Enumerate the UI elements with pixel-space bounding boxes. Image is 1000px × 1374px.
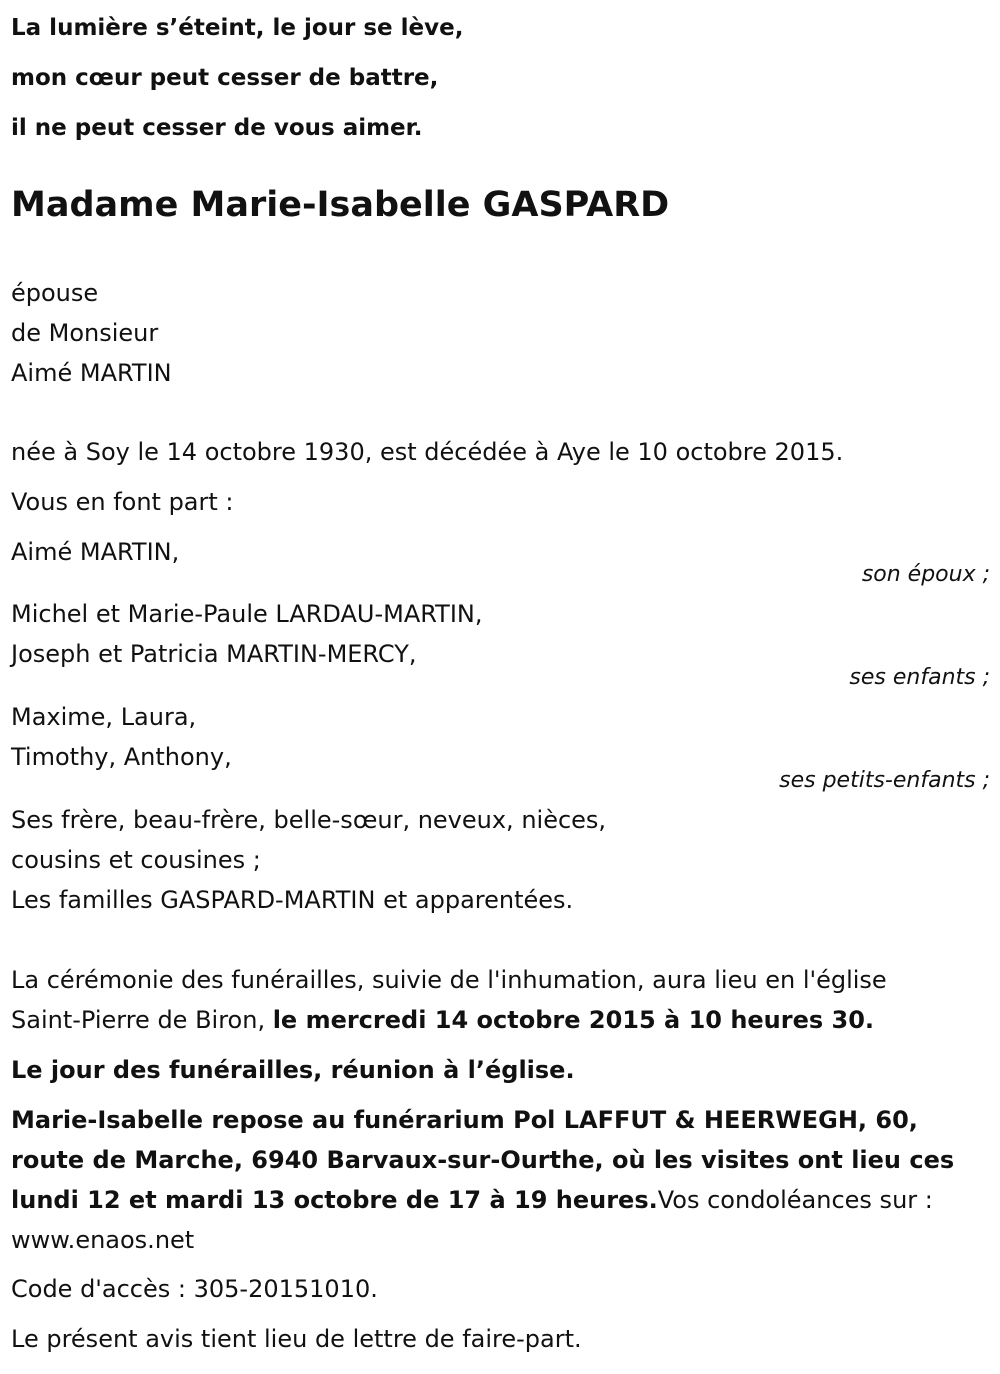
ceremony-block	[11, 960, 887, 1040]
deceased-name: Madame Marie-Isabelle GASPARD	[11, 185, 670, 225]
poem	[11, 3, 463, 153]
access-code: Code d'accès : 305-20151010.	[11, 1275, 378, 1303]
ceremony-date: le mercredi 14 octobre 2015 à 10 heures 30.	[272, 1006, 875, 1034]
grandchildren-block	[11, 697, 232, 777]
children-block	[11, 594, 483, 674]
ceremony-place: Saint-Pierre de Biron,	[11, 1006, 273, 1034]
husband-relation: son époux ;	[861, 562, 990, 587]
meeting-line: Le jour des funérailles, réunion à l’église.	[11, 1056, 575, 1084]
ceremony-line-2	[11, 1000, 887, 1040]
rest-block	[11, 1100, 954, 1260]
poem-line-2: mon cœur peut cesser de battre,	[11, 65, 439, 91]
visit-hours: lundi 12 et mardi 13 octobre de 17 à 19 heures.	[11, 1186, 658, 1214]
rest-line-1: Marie-Isabelle repose au funérarium Pol LAFFUT & HEERWEGH, 60,	[11, 1106, 918, 1134]
poem-line-3: il ne peut cesser de vous aimer.	[11, 115, 423, 141]
spouse-line-1: épouse	[11, 279, 99, 307]
children-relation: ses enfants ;	[849, 665, 990, 690]
spouse-line-2: de Monsieur	[11, 319, 159, 347]
grandchildren-line-2: Timothy, Anthony,	[11, 743, 232, 771]
poem-line-1: La lumière s’éteint, le jour se lève,	[11, 15, 464, 41]
others-block	[11, 800, 606, 920]
spouse-line-3: Aimé MARTIN	[11, 359, 172, 387]
children-line-2: Joseph et Patricia MARTIN-MERCY,	[11, 640, 417, 668]
announce-line: Vous en font part :	[11, 488, 234, 516]
spouse-block	[11, 273, 172, 393]
others-line-3: Les familles GASPARD-MARTIN et apparentées.	[11, 886, 574, 914]
children-line-1: Michel et Marie-Paule LARDAU-MARTIN,	[11, 600, 483, 628]
ceremony-line-1: La cérémonie des funérailles, suivie de l'inhumation, aura lieu en l'église	[11, 966, 887, 994]
grandchildren-relation: ses petits-enfants ;	[779, 768, 990, 793]
closing-line: Le présent avis tient lieu de lettre de faire-part.	[11, 1325, 582, 1353]
condolences-text: Vos condoléances sur :	[657, 1186, 933, 1214]
rest-line-3	[11, 1180, 954, 1220]
grandchildren-line-1: Maxime, Laura,	[11, 703, 197, 731]
others-line-2: cousins et cousines ;	[11, 846, 261, 874]
condolences-url: www.enaos.net	[11, 1226, 195, 1254]
birth-death-line: née à Soy le 14 octobre 1930, est décédée à Aye le 10 octobre 2015.	[11, 438, 844, 466]
rest-line-2: route de Marche, 6940 Barvaux-sur-Ourthe, où les visites ont lieu ces	[11, 1146, 955, 1174]
others-line-1: Ses frère, beau-frère, belle-sœur, neveux, nièces,	[11, 806, 607, 834]
husband-name: Aimé MARTIN,	[11, 538, 180, 566]
